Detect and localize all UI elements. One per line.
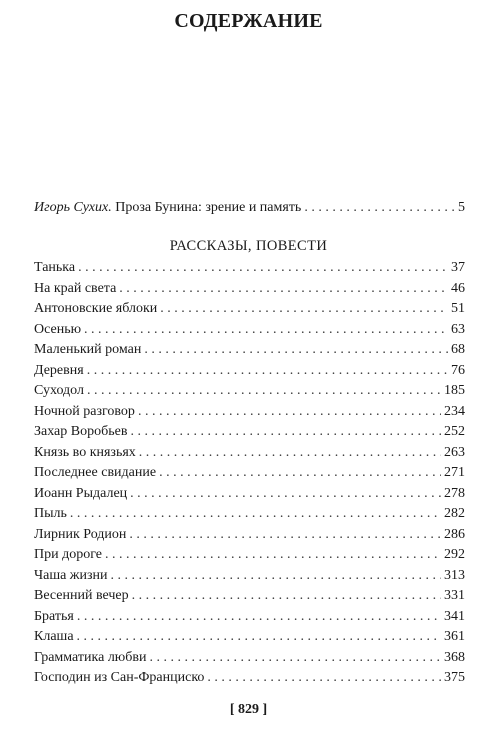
leader-dots bbox=[160, 299, 448, 319]
leader-dots bbox=[87, 361, 448, 381]
leader-dots bbox=[105, 545, 441, 565]
toc-entry-page: 341 bbox=[444, 608, 465, 624]
toc-entry bbox=[34, 484, 465, 504]
leader-dots bbox=[84, 320, 448, 340]
leader-dots bbox=[119, 279, 448, 299]
toc-entry-page: 361 bbox=[444, 629, 465, 644]
toc-entry-title: Последнее свидание bbox=[34, 465, 157, 480]
leader-dots bbox=[70, 504, 441, 524]
toc-entry-title: Иоанн Рыдалец bbox=[34, 485, 128, 501]
toc-entry-page: 313 bbox=[444, 567, 465, 583]
toc-entry-title: Братья bbox=[34, 608, 74, 624]
toc-entry-title: Грамматика любви bbox=[34, 649, 147, 665]
toc-entry bbox=[34, 361, 465, 381]
toc-entry-page: 185 bbox=[444, 383, 465, 398]
leader-dots bbox=[130, 484, 441, 504]
leader-dots bbox=[111, 566, 442, 586]
toc-entry-title: Чаша жизни bbox=[34, 567, 108, 583]
toc-entry-page: 63 bbox=[451, 321, 465, 337]
toc-entry bbox=[34, 648, 465, 668]
toc-entry-title: Антоновские яблоки bbox=[34, 301, 158, 316]
toc-entry-intro bbox=[34, 198, 465, 218]
toc-entry bbox=[34, 402, 465, 422]
toc-entry-title: Пыль bbox=[34, 506, 67, 521]
toc-entry-title: Весенний вечер bbox=[34, 588, 129, 603]
leader-dots bbox=[144, 340, 448, 360]
toc-entry-page: 331 bbox=[444, 588, 465, 603]
toc-entry-title: Деревня bbox=[34, 362, 84, 378]
leader-dots bbox=[132, 586, 441, 606]
toc-entry-label bbox=[34, 198, 301, 218]
leader-dots bbox=[304, 198, 455, 218]
toc-entry-page: 271 bbox=[444, 465, 465, 480]
leader-dots bbox=[159, 463, 441, 483]
leader-dots bbox=[138, 402, 441, 422]
leader-dots bbox=[150, 648, 442, 668]
toc-entry-page: 263 bbox=[444, 444, 465, 460]
leader-dots bbox=[87, 381, 441, 401]
page-number: [ 829 ] bbox=[229, 702, 268, 717]
toc-entry-title: Суходол bbox=[34, 383, 84, 398]
toc-entry-page: 368 bbox=[444, 649, 465, 665]
toc-entry bbox=[34, 566, 465, 586]
toc-entry bbox=[34, 258, 465, 278]
toc-entry bbox=[34, 586, 465, 606]
toc-entry bbox=[34, 381, 465, 401]
toc-entry-page: 234 bbox=[444, 403, 465, 419]
toc-entry-page: 375 bbox=[444, 670, 465, 685]
toc-entry-title: Проза Бунина: зрение и память bbox=[111, 200, 302, 215]
leader-dots bbox=[77, 607, 441, 627]
toc-entry-title: Ночной разговор bbox=[34, 403, 135, 419]
toc-entry bbox=[34, 463, 465, 483]
toc-entry-title: Князь во князьях bbox=[34, 444, 136, 460]
toc-entry-page: 51 bbox=[451, 301, 465, 316]
toc-entry-title: Захар Воробьев bbox=[34, 424, 128, 439]
leader-dots bbox=[77, 627, 441, 647]
section-heading: РАССКАЗЫ, ПОВЕСТИ bbox=[169, 238, 328, 254]
leader-dots bbox=[78, 258, 448, 278]
toc-entry-page: 46 bbox=[451, 280, 465, 296]
toc-entry bbox=[34, 525, 465, 545]
toc-entry-page: 292 bbox=[444, 547, 465, 562]
toc-entry-page: 282 bbox=[444, 506, 465, 521]
leader-dots bbox=[130, 422, 441, 442]
toc-entry-page: 76 bbox=[451, 362, 465, 378]
toc-entry-title: Маленький роман bbox=[34, 342, 142, 357]
toc-entry-page: 278 bbox=[444, 485, 465, 501]
leader-dots bbox=[139, 443, 441, 463]
toc-entry bbox=[34, 320, 465, 340]
toc-entry bbox=[34, 340, 465, 360]
toc-entry-page: 5 bbox=[458, 200, 465, 215]
toc-entry-page: 68 bbox=[451, 342, 465, 357]
toc-entry-title: Господин из Сан-Франциско bbox=[34, 670, 205, 685]
toc-entry bbox=[34, 545, 465, 565]
leader-dots bbox=[129, 525, 441, 545]
toc-entry-title: На край света bbox=[34, 280, 117, 296]
toc-entry-title: Танька bbox=[34, 260, 76, 275]
toc-entry bbox=[34, 443, 465, 463]
toc-entry bbox=[34, 668, 465, 688]
toc-entry-title: Осенью bbox=[34, 321, 82, 337]
toc-entry-author: Игорь Сухих. bbox=[34, 200, 112, 215]
toc-entry-title: Лирник Родион bbox=[34, 526, 127, 542]
toc-entry-page: 37 bbox=[451, 260, 465, 275]
toc-entry bbox=[34, 607, 465, 627]
toc-entry-title: При дороге bbox=[34, 547, 102, 562]
toc-entry-title: Клаша bbox=[34, 629, 74, 644]
toc-entry-page: 252 bbox=[444, 424, 465, 439]
toc-entry bbox=[34, 422, 465, 442]
page-title: СОДЕРЖАНИЕ bbox=[174, 10, 323, 32]
toc-entry bbox=[34, 299, 465, 319]
toc-entry bbox=[34, 279, 465, 299]
toc-entry bbox=[34, 504, 465, 524]
toc-entry bbox=[34, 627, 465, 647]
toc-entry-page: 286 bbox=[444, 526, 465, 542]
leader-dots bbox=[207, 668, 441, 688]
